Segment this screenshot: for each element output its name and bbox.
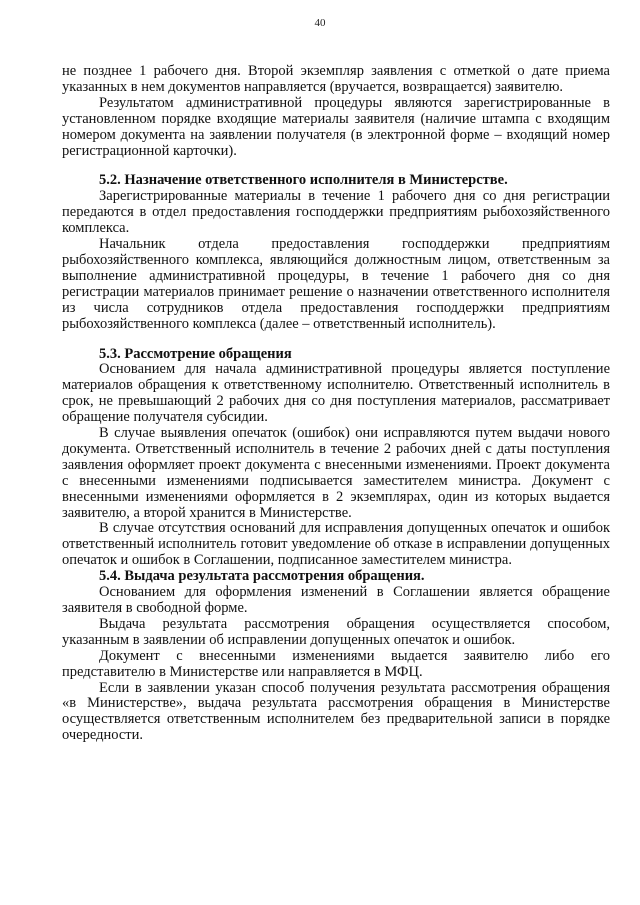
section-heading: 5.2. Назначение ответственного исполнителя в Министерстве. xyxy=(99,172,508,189)
paragraph: не позднее 1 рабочего дня. Второй экземпляр заявления с отметкой о дате приема указанных в нем документов направляется (вручается, возвращается) заявителю. xyxy=(62,63,610,95)
paragraph: Основанием для начала административной процедуры является поступление материалов обращения к ответственному исполнителю. Ответственный исполнитель в срок, не превышающий 2 рабочих дня со дня поступления материалов, рассматривает обращение получателя субсидии. xyxy=(62,361,610,426)
paragraph: Документ с внесенными изменениями выдается заявителю либо его представителю в Министерстве или направляется в МФЦ. xyxy=(62,647,610,680)
section-spacer xyxy=(62,333,610,347)
paragraph: В случае отсутствия оснований для исправления допущенных опечаток и ошибок ответственный исполнитель готовит уведомление об отказе в исправлении допущенных опечаток и ошибок в Соглашении, подписанное заместителем министра. xyxy=(62,520,610,569)
document-body xyxy=(62,64,610,744)
paragraph: Начальник отдела предоставления господдержки предприятиям рыбохозяйственного комплекса, являющийся должностным лицом, ответственным за выполнение административной процедуры, в течение 1 рабочего дня со дня регистрации материалов принимает решение о назначении ответственного исполнителя из числа сотрудников отдела предоставления господдержки предприятиям рыбохозяйственного комплекса (далее – ответственный исполнитель). xyxy=(62,236,610,332)
section-spacer xyxy=(62,159,610,173)
paragraph: В случае выявления опечаток (ошибок) они исправляются путем выдачи нового документа. Ответственный исполнитель в течение 2 рабочих дней с даты поступления заявления оформляет проект документа с внесенными изменениями. Проект документа с внесенными изменениями подписывается заместителем министра. Документ с внесенными изменениями оформляется в 2 экземплярах, один из которых выдается заявителю, а второй хранится в Министерстве. xyxy=(62,425,610,521)
paragraph: Результатом административной процедуры являются зарегистрированные в установленном порядке входящие материалы заявителя (наличие штампа с входящим номером документа на заявлении получателя (в электронной форме – входящий номер регистрационной карточки). xyxy=(62,94,610,159)
paragraph: Основанием для оформления изменений в Соглашении является обращение заявителя в свободной форме. xyxy=(62,584,610,616)
section-heading: 5.3. Рассмотрение обращения xyxy=(99,345,292,362)
section-heading: 5.4. Выдача результата рассмотрения обращения. xyxy=(99,568,425,585)
paragraph: Зарегистрированные материалы в течение 1 рабочего дня со дня регистрации передаются в отдел предоставления господдержки предприятиям рыбохозяйственного комплекса. xyxy=(62,188,610,237)
paragraph: Выдача результата рассмотрения обращения осуществляется способом, указанным в заявлении об исправлении допущенных опечаток и ошибок. xyxy=(62,615,610,648)
paragraph: Если в заявлении указан способ получения результата рассмотрения обращения «в Министерстве», выдача результата рассмотрения обращения в Министерстве осуществляется ответственным исполнителем без предварительной записи в порядке очередности. xyxy=(62,679,610,744)
page-number: 40 xyxy=(314,17,326,29)
